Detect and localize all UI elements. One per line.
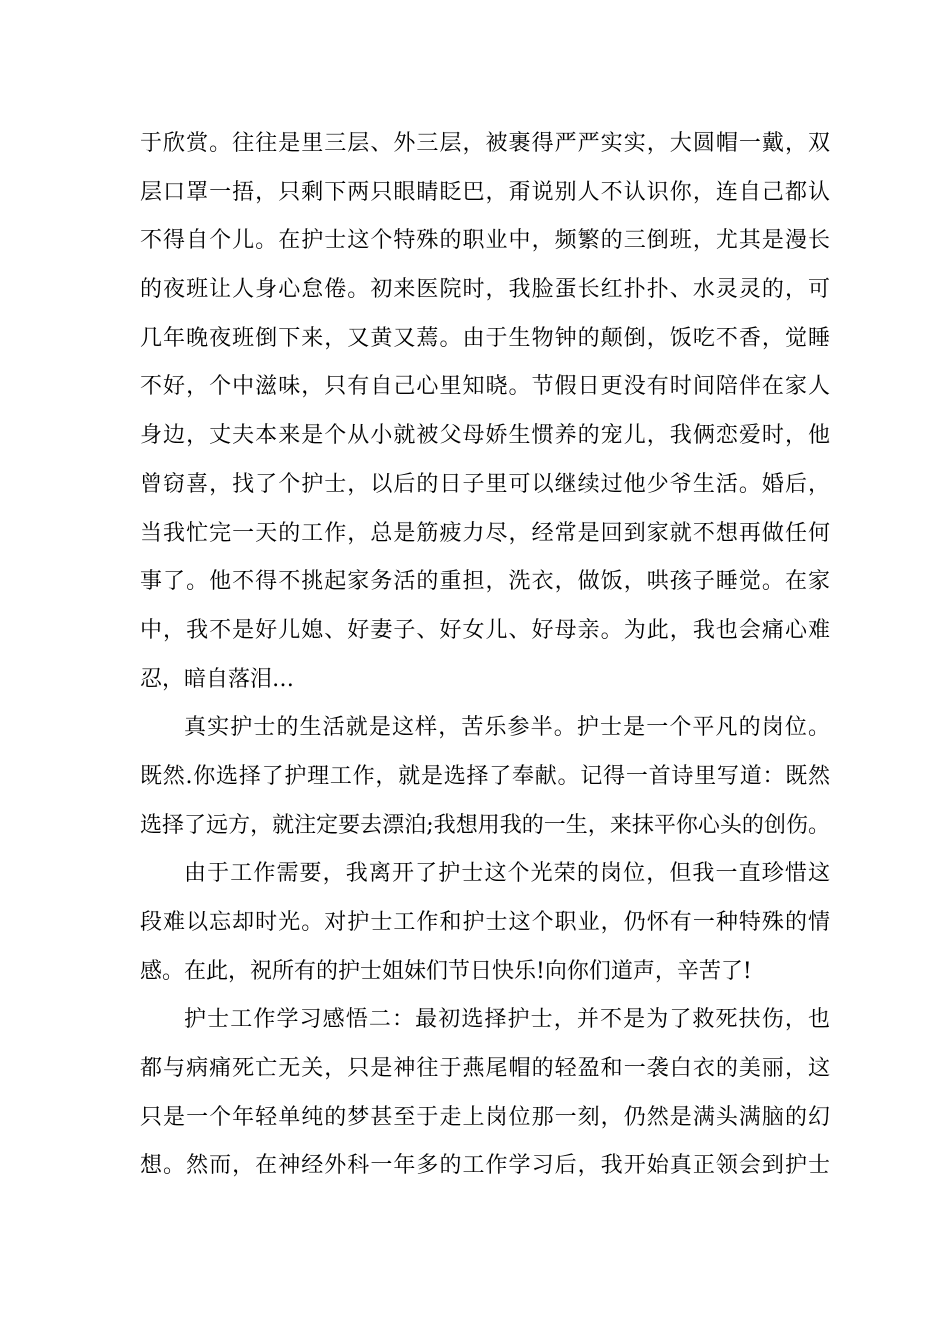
text-line: 只是一个年轻单纯的梦甚至于走上岗位那一刻，仍然是满头满脑的幻 — [140, 1104, 830, 1130]
text-line: 都与病痛死亡无关，只是神往于燕尾帽的轻盈和一袭白衣的美丽，这 — [140, 1056, 830, 1082]
text-line: 身边，丈夫本来是个从小就被父母娇生惯养的宠儿，我俩恋爱时，他 — [140, 423, 830, 449]
text-line: 不好，个中滋味，只有自己心里知晓。节假日更没有时间陪伴在家人 — [140, 374, 830, 400]
text-line: 忍，暗自落泪… — [140, 666, 295, 692]
text-line: 选择了远方，就注定要去漂泊;我想用我的一生，来抹平你心头的创伤。 — [140, 812, 830, 838]
text-line: 的夜班让人身心怠倦。初来医院时，我脸蛋长红扑扑、水灵灵的，可 — [140, 277, 830, 303]
text-line: 中，我不是好儿媳、好妻子、好女儿、好母亲。为此，我也会痛心难 — [140, 617, 830, 643]
paragraph-first-line: 护士工作学习感悟二：最初选择护士，并不是为了救死扶伤，也 — [184, 1007, 830, 1033]
text-line: 当我忙完一天的工作，总是筋疲力尽，经常是回到家就不想再做任何 — [140, 520, 830, 546]
text-line: 想。然而，在神经外科一年多的工作学习后，我开始真正领会到护士 — [140, 1153, 830, 1179]
text-line: 层口罩一捂，只剩下两只眼睛眨巴，甭说别人不认识你，连自己都认 — [140, 179, 830, 205]
text-line: 段难以忘却时光。对护士工作和护士这个职业，仍怀有一种特殊的情 — [140, 910, 830, 935]
body-text — [140, 120, 830, 1191]
text-line: 既然.你选择了护理工作，就是选择了奉献。记得一首诗里写道：既然 — [140, 763, 830, 789]
paragraph-first-line: 真实护士的生活就是这样，苦乐参半。护士是一个平凡的岗位。 — [184, 715, 830, 741]
paragraph-first-line: 由于工作需要，我离开了护士这个光荣的岗位，但我一直珍惜这 — [184, 861, 830, 887]
text-line: 曾窃喜，找了个护士，以后的日子里可以继续过他少爷生活。婚后， — [140, 471, 830, 497]
text-line: 感。在此，祝所有的护士姐妹们节日快乐!向你们道声，辛苦了! — [140, 958, 752, 984]
text-line: 不得自个儿。在护士这个特殊的职业中，频繁的三倒班，尤其是漫长 — [140, 228, 830, 254]
text-line: 于欣赏。往往是里三层、外三层，被裹得严严实实，大圆帽一戴，双 — [140, 131, 830, 156]
text-line: 几年晚夜班倒下来，又黄又蔫。由于生物钟的颠倒，饭吃不香，觉睡 — [140, 325, 830, 351]
text-line: 事了。他不得不挑起家务活的重担，洗衣，做饭，哄孩子睡觉。在家 — [140, 569, 830, 595]
